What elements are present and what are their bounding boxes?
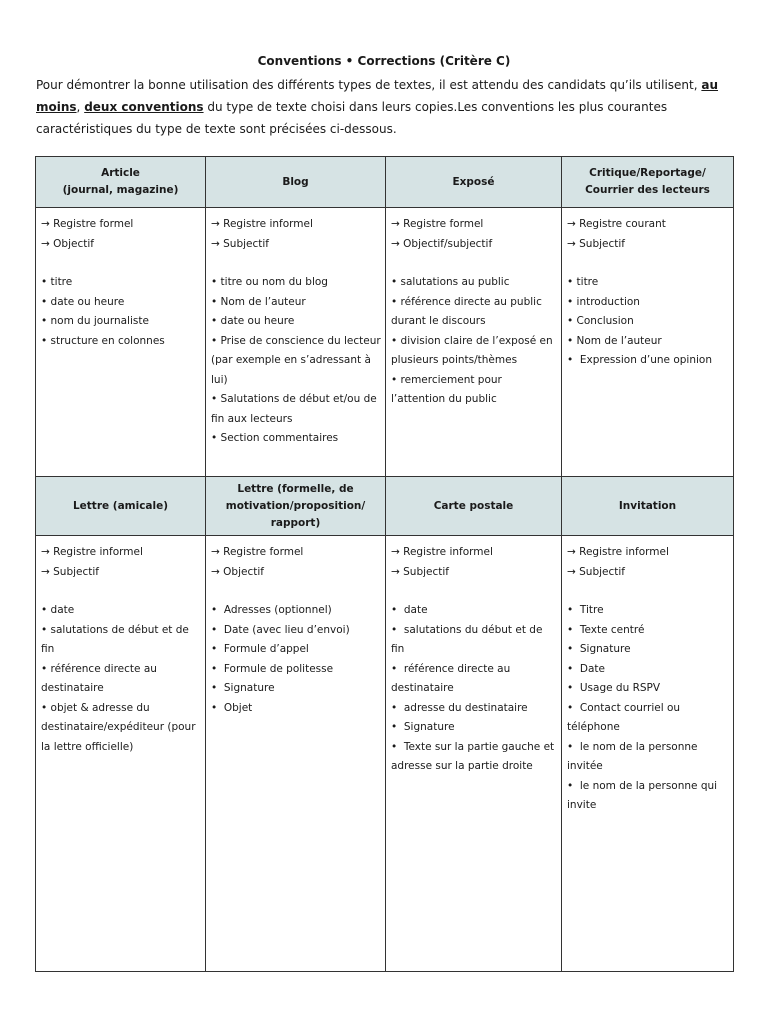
list-item: • titre	[41, 273, 201, 293]
register-line: → Subjectif	[567, 565, 626, 578]
conventions-list	[391, 273, 557, 410]
list-item: • objet & adresse du destinataire/expéditeur (pour la lettre officielle)	[41, 699, 201, 758]
list-item: • Prise de conscience du lecteur (par exemple en s’adressant à lui)	[211, 332, 381, 391]
intro-text-2: ,	[76, 100, 85, 114]
list-item: • le nom de la personne invitée	[567, 738, 729, 777]
list-item: • Salutations de début et/ou de fin aux lecteurs	[211, 390, 381, 429]
header-article: Article (journal, magazine)	[36, 157, 206, 208]
register-line: → Subjectif	[567, 237, 626, 250]
list-item: • date ou heure	[211, 312, 381, 332]
header-expose: Exposé	[386, 157, 562, 208]
list-item: • référence directe au public durant le discours	[391, 293, 557, 332]
list-item: • Texte centré	[567, 621, 729, 641]
header-critique: Critique/Reportage/ Courrier des lecteurs	[562, 157, 734, 208]
list-item: • Usage du RSPV	[567, 679, 729, 699]
cell-expose	[386, 208, 562, 477]
header-blog: Blog	[206, 157, 386, 208]
list-item: • nom du journaliste	[41, 312, 201, 332]
register-line: → Registre formel	[41, 218, 134, 230]
header-invitation: Invitation	[562, 477, 734, 536]
register-line: → Objectif	[41, 237, 94, 250]
body-row-1	[36, 208, 734, 477]
register-line: → Registre informel	[41, 546, 143, 558]
list-item: • salutations du début et de fin	[391, 621, 557, 660]
list-item: • Titre	[567, 601, 729, 621]
list-item: • Expression d’une opinion	[567, 351, 729, 371]
list-item: • date ou heure	[41, 293, 201, 313]
list-item: • date	[41, 601, 201, 621]
intro-paragraph	[36, 74, 736, 140]
register-line: → Subjectif	[211, 237, 270, 250]
list-item: • Nom de l’auteur	[567, 332, 729, 352]
list-item: • Texte sur la partie gauche et adresse sur la partie droite	[391, 738, 557, 777]
intro-emphasis-deux-conventions: deux conventions	[84, 100, 204, 114]
cell-article	[36, 208, 206, 477]
list-item: • Contact courriel ou téléphone	[567, 699, 729, 738]
register-line: → Registre informel	[211, 218, 313, 230]
list-item: • référence directe au destinataire	[41, 660, 201, 699]
list-item: • introduction	[567, 293, 729, 313]
list-item: • référence directe au destinataire	[391, 660, 557, 699]
cell-carte-postale	[386, 536, 562, 972]
list-item: • structure en colonnes	[41, 332, 201, 352]
register-line: → Registre courant	[567, 218, 666, 230]
register-line: → Registre formel	[391, 218, 484, 230]
cell-blog	[206, 208, 386, 477]
list-item: • Conclusion	[567, 312, 729, 332]
header-lettre-formelle: Lettre (formelle, de motivation/proposition/ rapport)	[206, 477, 386, 536]
list-item: • Signature	[211, 679, 381, 699]
list-item: • Formule de politesse	[211, 660, 381, 680]
register-line: → Subjectif	[41, 565, 100, 578]
body-row-2	[36, 536, 734, 972]
list-item: • Date (avec lieu d’envoi)	[211, 621, 381, 641]
list-item: • remerciement pour l’attention du public	[391, 371, 557, 410]
register-line: → Registre informel	[391, 546, 493, 558]
conventions-list	[567, 273, 729, 371]
list-item: • Formule d’appel	[211, 640, 381, 660]
conventions-list	[41, 601, 201, 757]
conventions-table	[35, 156, 734, 972]
list-item: • Signature	[567, 640, 729, 660]
list-item: • adresse du destinataire	[391, 699, 557, 719]
intro-text-1: Pour démontrer la bonne utilisation des différents types de textes, il est attendu des candidats qu’ils utilisent,	[36, 78, 702, 92]
header-row-2	[36, 477, 734, 536]
conventions-list	[211, 601, 381, 718]
register-line: → Registre informel	[567, 546, 669, 558]
document-title: Conventions • Corrections (Critère C)	[257, 54, 511, 68]
register-line: → Objectif	[211, 565, 264, 578]
register-line: → Registre formel	[211, 546, 304, 558]
list-item: • Section commentaires	[211, 429, 381, 449]
list-item: • date	[391, 601, 557, 621]
list-item: • le nom de la personne qui invite	[567, 777, 729, 816]
cell-invitation	[562, 536, 734, 972]
register-line: → Subjectif	[391, 565, 450, 578]
conventions-list	[41, 273, 201, 351]
list-item: • Adresses (optionnel)	[211, 601, 381, 621]
conventions-list	[211, 273, 381, 449]
header-row-1	[36, 157, 734, 208]
intro-text-3: du type de texte choisi dans leurs copies.Les conventions les plus courantes caractéristiques du type de texte sont précisées ci-dessous.	[36, 100, 668, 136]
list-item: • Objet	[211, 699, 381, 719]
list-item: • division claire de l’exposé en plusieurs points/thèmes	[391, 332, 557, 371]
conventions-list	[391, 601, 557, 777]
register-line: → Objectif/subjectif	[391, 237, 493, 250]
cell-lettre-formelle	[206, 536, 386, 972]
list-item: • salutations de début et de fin	[41, 621, 201, 660]
list-item: • Signature	[391, 718, 557, 738]
list-item: • Date	[567, 660, 729, 680]
header-carte-postale: Carte postale	[386, 477, 562, 536]
cell-critique	[562, 208, 734, 477]
list-item: • salutations au public	[391, 273, 557, 293]
list-item: • Nom de l’auteur	[211, 293, 381, 313]
intro-emphasis-au-moins: au moins	[36, 78, 719, 114]
conventions-list	[567, 601, 729, 816]
list-item: • titre	[567, 273, 729, 293]
cell-lettre-amicale	[36, 536, 206, 972]
header-lettre-amicale: Lettre (amicale)	[36, 477, 206, 536]
list-item: • titre ou nom du blog	[211, 273, 381, 293]
